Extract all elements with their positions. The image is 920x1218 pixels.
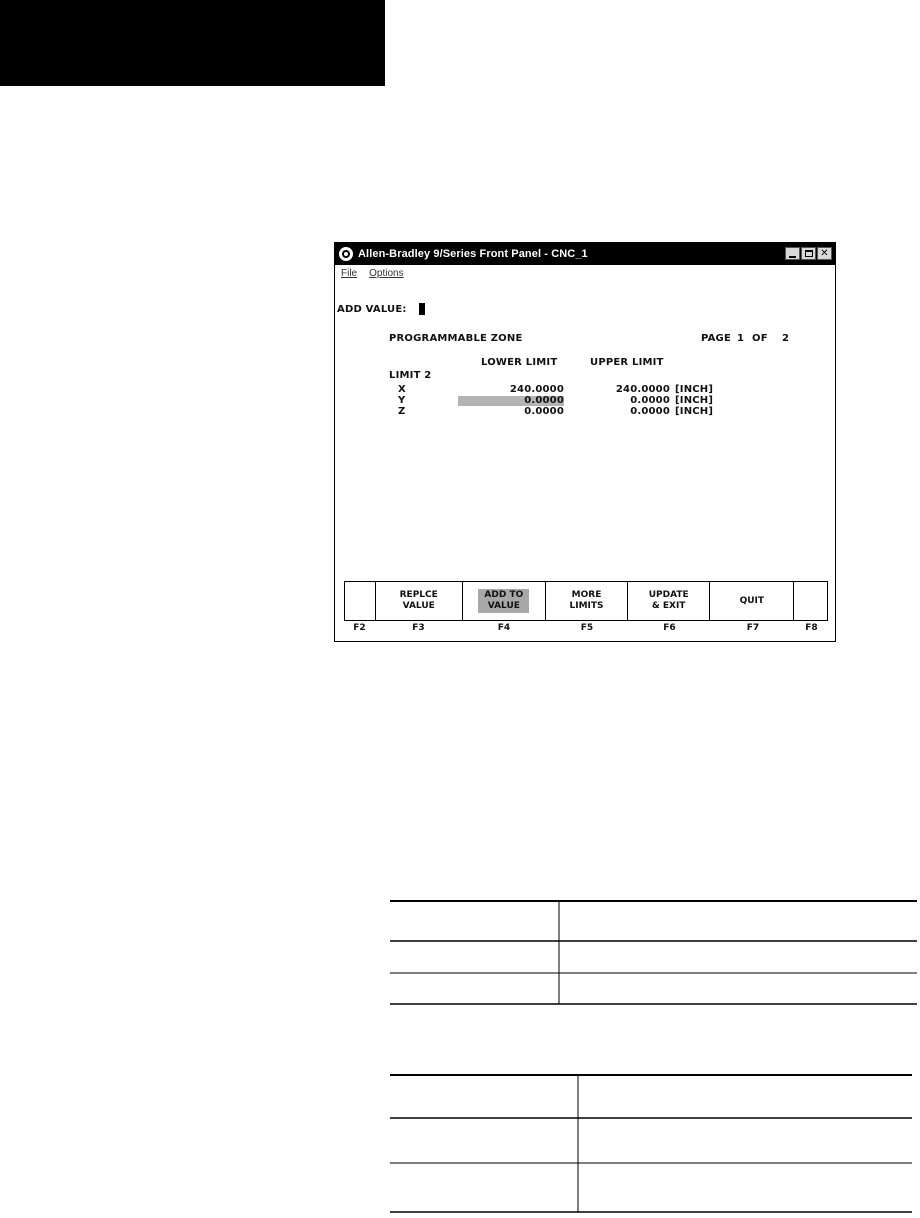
window-title: Allen-Bradley 9/Series Front Panel - CNC_1 [358, 248, 588, 260]
page-of: OF [752, 333, 768, 344]
fkey-f4: F4 [497, 623, 511, 633]
softkey-f3-line1: REPLCE [399, 590, 438, 600]
menu-file[interactable]: File [341, 267, 358, 279]
fkey-f5: F5 [580, 623, 594, 633]
fkey-f8: F8 [805, 623, 818, 633]
softkey-f4-line2: VALUE [487, 601, 520, 611]
z-unit: [INCH] [675, 406, 714, 417]
x-unit: [INCH] [675, 384, 714, 395]
softkey-f4-line1: ADD TO [484, 590, 524, 600]
softkey-f5-line2: LIMITS [569, 601, 604, 611]
y-lower-value[interactable]: 0.0000 [524, 395, 564, 406]
x-upper-value[interactable]: 240.0000 [615, 384, 670, 395]
fkey-f7: F7 [746, 623, 760, 633]
softkey-f7-line1: QUIT [739, 595, 765, 606]
col-lower-limit: LOWER LIMIT [481, 357, 558, 368]
x-lower-value[interactable]: 240.0000 [509, 384, 564, 395]
menu-options[interactable]: Options [369, 267, 404, 279]
softkey-f5-line1: MORE [571, 590, 602, 600]
fkey-f2: F2 [353, 623, 366, 633]
prompt-label: ADD VALUE: [337, 304, 407, 315]
page-total: 2 [782, 333, 790, 344]
page-label: PAGE [701, 333, 731, 344]
z-lower-value[interactable]: 0.0000 [524, 406, 564, 417]
softkey-f3-line2: VALUE [402, 601, 435, 611]
z-upper-value[interactable]: 0.0000 [630, 406, 670, 417]
fkey-f6: F6 [663, 623, 676, 633]
col-upper-limit: UPPER LIMIT [590, 357, 664, 368]
fkey-f3: F3 [412, 623, 425, 633]
y-upper-value[interactable]: 0.0000 [630, 395, 670, 406]
axis-z: Z [398, 406, 406, 417]
axis-y: Y [398, 395, 406, 406]
close-icon[interactable]: ✕ [817, 247, 832, 260]
softkey-f6-line1: UPDATE [648, 590, 689, 600]
y-unit: [INCH] [675, 395, 714, 406]
limit-label: LIMIT 2 [389, 370, 432, 381]
zone-title: PROGRAMMABLE ZONE [389, 333, 523, 344]
page-current: 1 [737, 333, 745, 344]
softkey-f6-line2: & EXIT [651, 601, 686, 611]
axis-x: X [398, 384, 406, 395]
